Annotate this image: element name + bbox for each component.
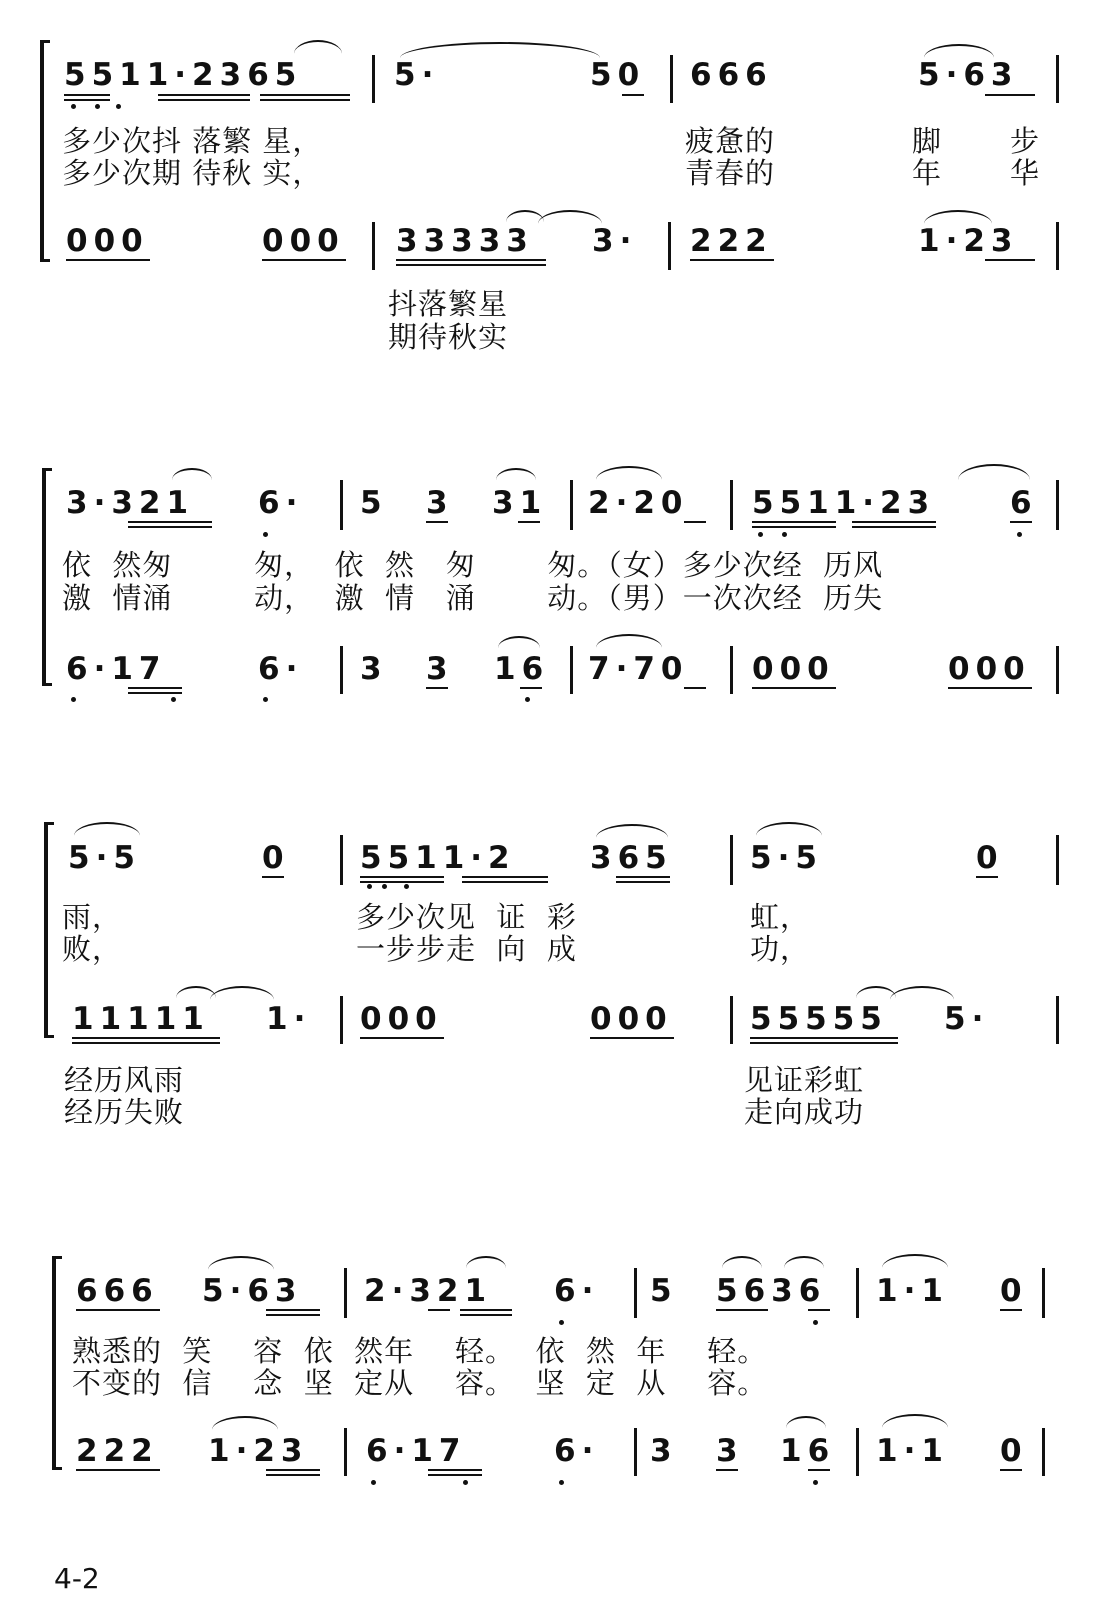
lyric-word: 功， <box>750 932 811 966</box>
upper-measure-3b: 5636 <box>716 1273 827 1309</box>
lyric-word: 年 <box>912 156 943 190</box>
lower-measure-4a: 000 <box>752 651 835 687</box>
barline <box>730 480 733 530</box>
barline <box>1056 835 1059 885</box>
lower-measure-2b: 6· <box>554 1433 600 1469</box>
upper-measure-1a: 5·5 <box>68 840 141 876</box>
barline <box>1056 222 1059 270</box>
system-bracket <box>44 822 48 1038</box>
lyric-word: 步 <box>1010 124 1041 158</box>
barline <box>1056 646 1059 694</box>
lyric-word: 雨， <box>62 900 123 934</box>
lower-measure-1a: 222 <box>76 1433 159 1469</box>
upper-measure-4b: 6 <box>1010 485 1038 521</box>
barline <box>670 55 673 103</box>
barline <box>1056 480 1059 530</box>
upper-measure-2c: 31 <box>492 485 548 521</box>
lyric-word: 华 <box>1010 156 1041 190</box>
lyric-line-1: 依 然匆 匆， 依 然 匆 匆。（女）多少次经 历风 <box>62 548 884 582</box>
lyric-word: 脚 <box>912 124 943 158</box>
barline <box>570 480 573 530</box>
lower-measure-2c: 16 <box>494 651 550 687</box>
barline <box>1056 996 1059 1044</box>
lower-measure-3a: 3 <box>650 1433 678 1469</box>
barline <box>344 1428 347 1476</box>
lower-measure-2a: 6·17 <box>366 1433 467 1469</box>
upper-measure-3: 2·20 <box>588 485 689 521</box>
lyric-line-2: 不变的 信 念 坚 定从 容。 坚 定 从 容。 <box>72 1366 768 1400</box>
lyric-word: 疲惫的 <box>685 124 776 158</box>
barline <box>730 835 733 885</box>
lyric-line-2: 多少次期 待秋 实， <box>62 156 323 190</box>
barline <box>570 646 573 694</box>
lower-measure-1a: 000 <box>66 223 149 259</box>
upper-measure-1b: 0 <box>262 840 290 876</box>
lower-measure-4b: 0 <box>1000 1433 1028 1469</box>
barline <box>730 996 733 1044</box>
upper-measure-2b: 50 <box>590 57 646 93</box>
upper-measure-2b: 6· <box>554 1273 600 1309</box>
lyric-line-2: 激 情涌 动， 激 情 涌 动。（男）一次次经 历失 <box>62 581 884 615</box>
upper-measure-3b: 0 <box>976 840 1004 876</box>
lower-lyric-1: 抖落繁星 <box>388 287 509 321</box>
system-bracket <box>40 40 44 262</box>
barline <box>668 222 671 270</box>
lower-measure-2b: 3· <box>592 223 638 259</box>
lower-measure-3c: 16 <box>780 1433 836 1469</box>
barline <box>372 222 375 270</box>
upper-measure-2b: 365 <box>590 840 673 876</box>
upper-measure-1a: 666 <box>76 1273 159 1309</box>
upper-measure-1a: 3·321 <box>66 485 195 521</box>
lower-measure-2a: 3 <box>360 651 388 687</box>
lyric-word: 虹， <box>750 900 811 934</box>
barline <box>372 55 375 103</box>
upper-measure-4a: 1·1 <box>876 1273 949 1309</box>
upper-measure-2a: 2·321 <box>364 1273 493 1309</box>
lower-measure-3b: 3 <box>716 1433 744 1469</box>
lower-measure-1b: 6· <box>258 651 304 687</box>
upper-measure-4b: 0 <box>1000 1273 1028 1309</box>
system-bracket <box>42 468 46 686</box>
barline <box>730 646 733 694</box>
barline <box>1056 55 1059 103</box>
upper-measure-3b: 5·63 <box>918 57 1019 93</box>
lower-lyric-4: 走向成功 <box>744 1095 865 1129</box>
lower-lyric-2: 期待秋实 <box>388 320 509 354</box>
lyric-phrase: 多少次见 证 彩 <box>356 900 577 934</box>
lower-measure-1b: 1· <box>266 1001 312 1037</box>
upper-measure-2a: 5511·2 <box>360 840 516 876</box>
upper-measure-2a: 5 <box>360 485 388 521</box>
lower-measure-3a: 55555 <box>750 1001 888 1037</box>
lower-measure-1b: 000 <box>262 223 345 259</box>
barline <box>856 1268 859 1318</box>
lower-lyric-2: 经历失败 <box>64 1095 185 1129</box>
lower-measure-1b: 1·23 <box>208 1433 309 1469</box>
page-number: 4-2 <box>54 1562 100 1595</box>
lyric-line-1: 多少次抖 落繁 星， <box>62 124 323 158</box>
lower-measure-1a: 6·17 <box>66 651 167 687</box>
lower-lyric-1: 经历风雨 <box>64 1063 185 1097</box>
lyric-phrase: 一步步走 向 成 <box>356 932 577 966</box>
barline <box>340 646 343 694</box>
lower-measure-1a: 11111 <box>72 1001 210 1037</box>
lower-measure-4b: 000 <box>948 651 1031 687</box>
lower-measure-2a: 33333 <box>396 223 534 259</box>
barline <box>634 1268 637 1318</box>
lower-measure-3b: 1·23 <box>918 223 1019 259</box>
system-bracket <box>52 1256 56 1470</box>
upper-measure-1b: 6· <box>258 485 304 521</box>
lower-measure-2b: 000 <box>590 1001 673 1037</box>
lower-measure-2b: 3 <box>426 651 454 687</box>
upper-measure-4a: 5511·23 <box>752 485 936 521</box>
lyric-word: 青春的 <box>685 156 776 190</box>
lower-measure-3b: 5· <box>944 1001 990 1037</box>
lower-measure-2a: 000 <box>360 1001 443 1037</box>
barline <box>340 996 343 1044</box>
upper-measure-3a: 5 <box>650 1273 678 1309</box>
lower-measure-3: 7·70 <box>588 651 689 687</box>
barline <box>1042 1428 1045 1476</box>
upper-measure-3a: 666 <box>690 57 773 93</box>
lyric-line-1: 熟悉的 笑 容 依 然年 轻。 依 然 年 轻。 <box>72 1334 768 1368</box>
barline <box>856 1428 859 1476</box>
lower-measure-3a: 222 <box>690 223 773 259</box>
barline <box>340 835 343 885</box>
lower-measure-4a: 1·1 <box>876 1433 949 1469</box>
upper-measure-1: 5511·2365 <box>64 57 303 93</box>
upper-measure-2b: 3 <box>426 485 454 521</box>
lower-lyric-3: 见证彩虹 <box>744 1063 865 1097</box>
upper-measure-3a: 5·5 <box>750 840 823 876</box>
lyric-word: 败， <box>62 932 123 966</box>
barline <box>340 480 343 530</box>
barline <box>1042 1268 1045 1318</box>
barline <box>634 1428 637 1476</box>
upper-measure-1b: 5·63 <box>202 1273 303 1309</box>
barline <box>344 1268 347 1318</box>
upper-measure-2a: 5· <box>394 57 440 93</box>
